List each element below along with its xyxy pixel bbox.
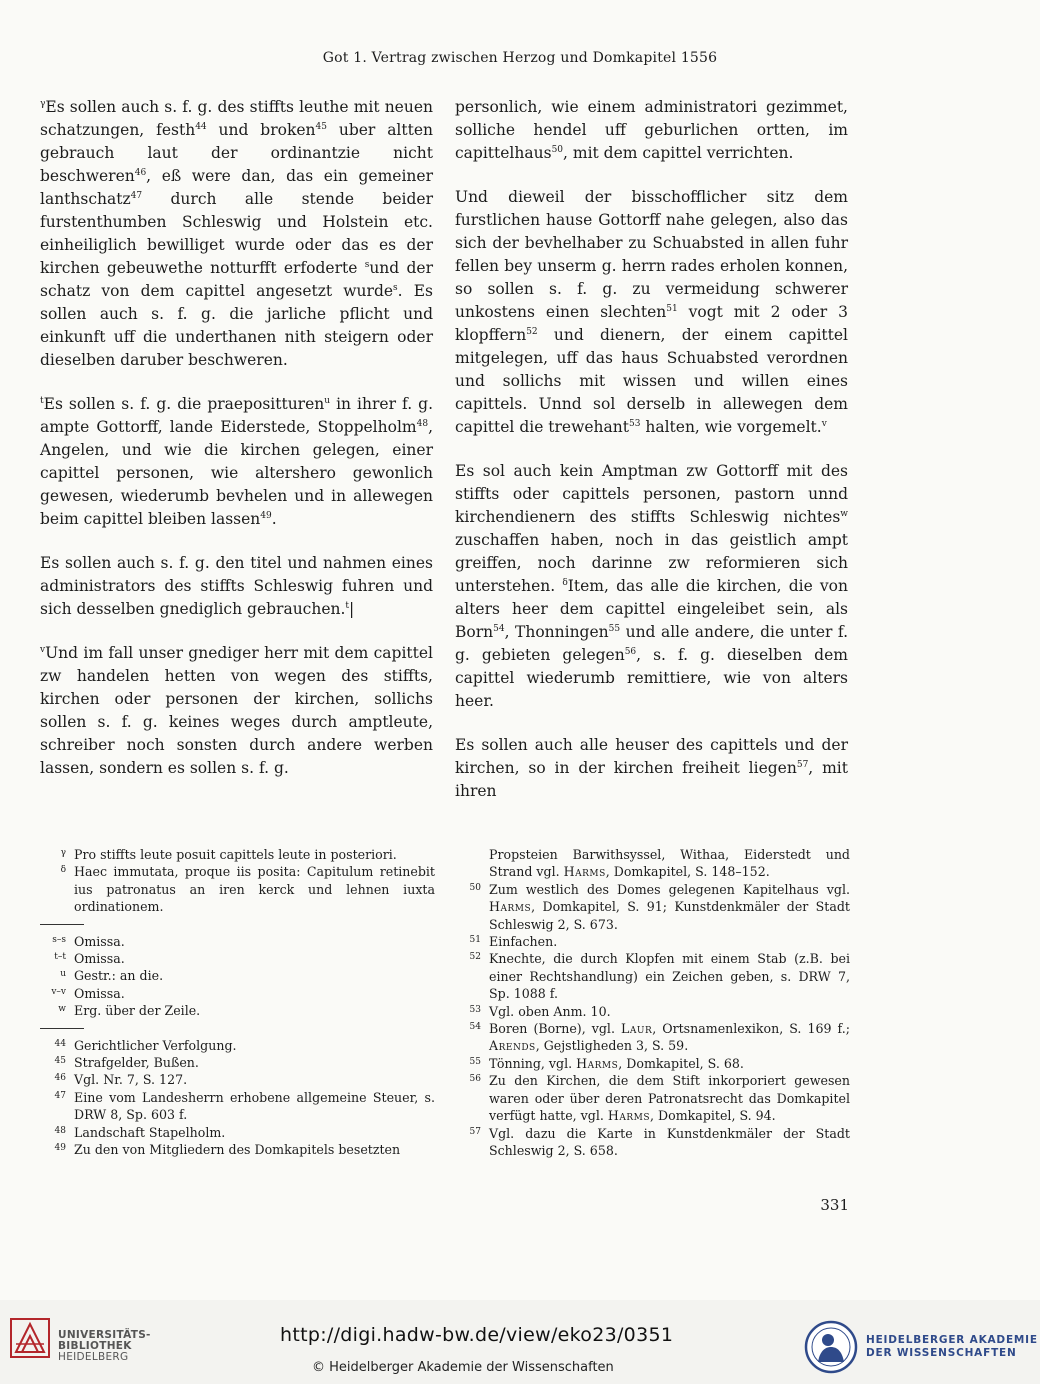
text-run: Vgl. dazu die Karte in Kunstdenkmäler der Stadt Schleswig 2, S. 658. (489, 1125, 850, 1158)
text-run: Propsteien Barwithsyssel, Withaa, Eiderstedt und Strand vgl. (489, 847, 850, 880)
footnote-mark: 56 (469, 1074, 481, 1085)
footnote (40, 1124, 435, 1141)
text-run: , Domkapitel, S. 91; Kunstdenkmäler der Stadt Schleswig 2, S. 673. (489, 899, 850, 932)
text-run: Es sollen auch s. f. g. den titel und nahmen eines administrators des stiffts Schleswig fuhren und sich desselben gnediglich gebrauchen. (40, 554, 433, 618)
footnote-text (489, 1003, 850, 1020)
footnote-marker: 46 (134, 168, 147, 178)
ub-line-3: HEIDELBERG (58, 1351, 129, 1363)
university-library-label (58, 1330, 151, 1363)
footnote-separator (40, 924, 84, 925)
author-name: Arends (489, 1038, 536, 1054)
footnote-marker: 47 (130, 191, 143, 201)
text-run: , Domkapitel, S. 94. (650, 1108, 776, 1124)
text-run: , Ortsnamenlexikon, S. 169 f.; (652, 1021, 850, 1037)
footnote-mark: t–t (54, 952, 66, 963)
footnote-marker: δ (562, 578, 568, 588)
text-run: , Thonningen (504, 623, 609, 641)
paragraph (455, 96, 848, 165)
text-run: Es sol auch kein Amptman zw Gottorff mit des stiffts oder capittels personen, pastorn unnd kirchendienern des stiffts Schleswig nichtes (455, 462, 848, 526)
text-run: und der schatz von dem capittel angesetzt wurde (40, 259, 433, 300)
text-run: Es sollen auch s. f. g. des stiffts leuthe mit neuen schatzungen, festh (40, 98, 433, 139)
footnote-mark (455, 846, 489, 881)
footnote-mark: 51 (469, 935, 481, 946)
footnote-text (489, 950, 850, 1002)
footnote-text: Gestr.: an die. (74, 968, 164, 984)
author-name: Harms (607, 1108, 651, 1124)
text-run: und broken (206, 121, 316, 139)
footnote-mark: 53 (469, 1004, 481, 1015)
ub-line-2: BIBLIOTHEK (58, 1340, 132, 1352)
footnote (455, 881, 850, 933)
footnote-marker: v (821, 419, 827, 429)
text-run: , mit dem capittel verrichten. (563, 144, 794, 162)
paragraph (40, 96, 433, 372)
text-run: zuschaffen haben, noch in das geistlich ampt greiffen, noch darinne zw reformieren sich unterstehen. (455, 531, 848, 595)
ub-line-1: UNIVERSITÄTS- (58, 1329, 151, 1341)
footnote-text: Erg. über der Zeile. (74, 1003, 201, 1019)
footnote-text: Zu den von Mitgliedern des Domkapitels besetzten (74, 1142, 401, 1158)
footnote-marker: t (345, 601, 350, 611)
footnote-marker: s (393, 283, 398, 293)
paragraph (455, 734, 848, 803)
footnote (40, 863, 435, 915)
footnote-text: Landschaft Stapelholm. (74, 1124, 226, 1140)
text-run: Und im fall unser gnediger herr mit dem capittel zw handelen hetten von wegen des stiffts, kirchen oder personen der kirchen, sollichs sollen s. f. g. keines weges durch amptleute, schreiber noch sonsten durch andere werben lassen, sondern es sollen s. f. g. (40, 644, 433, 777)
paragraph (40, 393, 433, 531)
main-text-left-column (40, 96, 433, 801)
footnote (40, 1071, 435, 1088)
author-name: Harms (576, 1055, 619, 1071)
footnote (40, 846, 435, 863)
text-run: Item, das alle die kirchen, die von alters heer dem capittel eingeleibet sein, als Born (455, 577, 848, 641)
footnote-marker: 54 (493, 624, 505, 634)
footnote-mark: 50 (469, 882, 481, 893)
footnote-mark: γ (60, 848, 66, 858)
footnote-marker: 57 (796, 760, 809, 770)
academy-label (866, 1334, 1038, 1360)
footnote-mark: 54 (469, 1022, 481, 1033)
footnote (40, 1089, 435, 1124)
footnote-marker: γ (40, 99, 46, 109)
text-run: | (349, 600, 355, 618)
viewer-footer (0, 1300, 1040, 1384)
footnote-separator (40, 1028, 84, 1029)
text-run: uber altten gebrauch laut der ordinantzie nicht beschweren (40, 121, 434, 185)
footnote-text (489, 1125, 850, 1160)
footnote-text (489, 846, 850, 881)
text-run: Zum westlich des Domes gelegenen Kapitelhaus vgl. (489, 881, 850, 897)
footnote-marker: s (364, 260, 370, 270)
permalink-url[interactable]: http://digi.hadw-bw.de/view/eko23/0351 (280, 1324, 674, 1346)
footnote-mark: δ (60, 865, 66, 876)
footnote (40, 1141, 435, 1158)
text-run: Einfachen. (489, 934, 558, 950)
footnote (455, 1072, 850, 1124)
footnote-marker: 49 (260, 511, 272, 521)
footnote-text: Omissa. (74, 951, 125, 967)
footnote-marker: 45 (315, 122, 327, 132)
footnote-text (489, 933, 850, 950)
text-run: . Es sollen auch s. f. g. die jarliche pflicht und einkunft uff die underthanen nith steigern oder dieselben daruber beschweren. (40, 282, 434, 369)
text-run: , Domkapitel, S. 68. (618, 1055, 744, 1071)
main-text-right-column (455, 96, 848, 824)
footnotes-right (455, 846, 850, 1159)
footnote-text: Vgl. Nr. 7, S. 127. (74, 1072, 188, 1088)
footnote-marker: 55 (608, 624, 621, 634)
footnote-text: Omissa. (74, 933, 125, 949)
text-run: in ihrer f. g. ampte Gottorff, lande Eiderstede, Stoppelholm (40, 395, 433, 436)
footnote-text: Eine vom Landesherrn erhobene allgemeine Steuer, s. DRW 8, Sp. 603 f. (74, 1089, 435, 1123)
footnote-marker: 50 (551, 145, 564, 155)
footnote-text: Omissa. (74, 985, 125, 1001)
footnote-text (489, 1055, 850, 1072)
text-run: Es sollen auch alle heuser des capittels und der kirchen, so in der kirchen freiheit liegen (455, 736, 848, 777)
footnote-mark: w (58, 1004, 66, 1015)
footnote-mark: 45 (54, 1056, 66, 1067)
footnote-text: Strafgelder, Bußen. (74, 1055, 199, 1071)
footnote-mark: s–s (52, 934, 66, 945)
text-run: , mit ihren (455, 759, 848, 800)
footnote-mark: 44 (54, 1038, 66, 1049)
text-run: personlich, wie einem administratori gezimmet, solliche hendel uff geburlichen ortten, im capittelhaus (455, 98, 848, 162)
text-run: , Domkapitel, S. 148–152. (605, 864, 770, 880)
footnote-text: Pro stiffts leute posuit capittels leute in posteriori. (74, 847, 397, 862)
author-name: Harms (489, 899, 532, 915)
footnote-mark: 55 (469, 1056, 481, 1067)
text-run: , Gejstligheden 3, S. 59. (535, 1038, 689, 1054)
footnote-mark: 46 (54, 1073, 66, 1084)
footnote-mark: 49 (54, 1143, 66, 1154)
footnote-mark: 57 (469, 1126, 481, 1137)
page-number: 331 (820, 1196, 849, 1214)
footnote-marker: 48 (416, 419, 429, 429)
paragraph (40, 642, 433, 780)
text-run: , Angelen, und wie die kirchen gelegen, einer capittel personen, wie altershero gewonlich gewesen, wiederumb bevhelen und in allewegen beim capittel bleiben lassen (40, 418, 433, 528)
text-run: Und dieweil der bisschofflicher sitz dem furstlichen hause Gottorff nahe gelegen, also das sich der bevhelhaber zu Schuabsted in allen fuhr fellen bey unserm g. herrn rades erholen konnen, so sollen s. f. g. zu vermeidung schwerer unkostens einen slechten (455, 188, 848, 321)
footnote (455, 950, 850, 1002)
footnote (455, 933, 850, 950)
footnote (40, 967, 435, 984)
hak-line-1: HEIDELBERGER AKADEMIE (866, 1334, 1038, 1346)
footnotes-left (40, 846, 435, 1159)
author-name: Laur (621, 1021, 653, 1037)
footnote (40, 1002, 435, 1019)
footnote (40, 950, 435, 967)
text-run: und dienern, der einem capittel mitgelegen, uff das haus Schuabsted verordnen und sollichs mit wissen und willen eines capittels. Unnd sol derselb in allewegen dem capittel die trewehant (455, 326, 848, 436)
footnote-marker: 44 (195, 122, 207, 132)
footnote (455, 846, 850, 881)
text-run: , eß were dan, das ein gemeiner lanthschatz (40, 167, 433, 208)
text-run: Knechte, die durch Klopfen mit einem Stab (z.B. bei einer Rechtshandlung) ein Zeichen geben, s. DRW 7, Sp. 1088 f. (489, 951, 850, 1002)
text-run: und alle andere, die unter f. g. gebieten gelegen (455, 623, 849, 664)
text-run: . (271, 510, 277, 528)
footnote (455, 1003, 850, 1020)
footnote-text (489, 1072, 850, 1124)
running-header: Got 1. Vertrag zwischen Herzog und Domkapitel 1556 (322, 50, 718, 66)
text-run: Boren (Borne), vgl. (489, 1021, 621, 1037)
footnote (455, 1055, 850, 1072)
footnote-mark: u (60, 969, 66, 980)
text-run: Tönning, vgl. (489, 1055, 577, 1071)
university-library-logo-icon (10, 1318, 50, 1358)
footnote (40, 985, 435, 1002)
footnote-marker: w (840, 509, 848, 519)
footnote (40, 1054, 435, 1071)
footnote-mark: 48 (54, 1125, 66, 1136)
footnote-marker: t (40, 396, 44, 406)
academy-seal-icon (804, 1320, 858, 1374)
text-run: durch alle stende beider furstenthumben Schleswig und Holstein etc. einheiliglich bewilliget wurde oder das es der kirchen gebeuwethe notturfft erfoderte (40, 190, 433, 277)
footnote-text (489, 881, 850, 933)
footnote (455, 1020, 850, 1055)
footnote-marker: 53 (628, 419, 641, 429)
author-name: Harms (563, 864, 606, 880)
footnote-text: Haec immutata, proque iis posita: Capitulum retinebit ius patronatus an iren kerck und lehnen iuxta ordinationem. (74, 864, 435, 915)
hak-line-2: DER WISSENSCHAFTEN (866, 1347, 1017, 1359)
footnote (40, 933, 435, 950)
text-run: Zu den Kirchen, die dem Stift inkorporiert gewesen waren oder über deren Patronatsrecht das Domkapitel verfügt hatte, vgl. (489, 1073, 850, 1124)
footnote-marker: 56 (624, 647, 637, 657)
footnote-mark: 52 (469, 952, 481, 963)
text-run: Vgl. oben Anm. 10. (489, 1003, 611, 1019)
footnote-marker: 51 (666, 304, 678, 314)
text-run: Es sollen s. f. g. die praepositturen (43, 395, 325, 413)
footnote-text: Gerichtlicher Verfolgung. (74, 1037, 237, 1053)
footnote-marker: 52 (526, 327, 538, 337)
text-run: vogt mit 2 oder 3 klopffern (455, 303, 848, 344)
paragraph (40, 552, 433, 621)
footnote-mark: v–v (51, 986, 66, 997)
paragraph (455, 460, 848, 713)
footnote-mark: 47 (54, 1090, 66, 1101)
footnote-marker: u (324, 396, 331, 406)
footnote-text (489, 1020, 850, 1055)
footnote-marker: v (40, 645, 46, 655)
footnote (455, 1125, 850, 1160)
text-run: , s. f. g. dieselben dem capittel wiederumb remittiere, wie von alters heer. (455, 646, 848, 710)
copyright-notice: © Heidelberger Akademie der Wissenschaften (312, 1360, 614, 1375)
footnote (40, 1037, 435, 1054)
text-run: halten, wie vorgemelt. (640, 418, 822, 436)
paragraph (455, 186, 848, 439)
